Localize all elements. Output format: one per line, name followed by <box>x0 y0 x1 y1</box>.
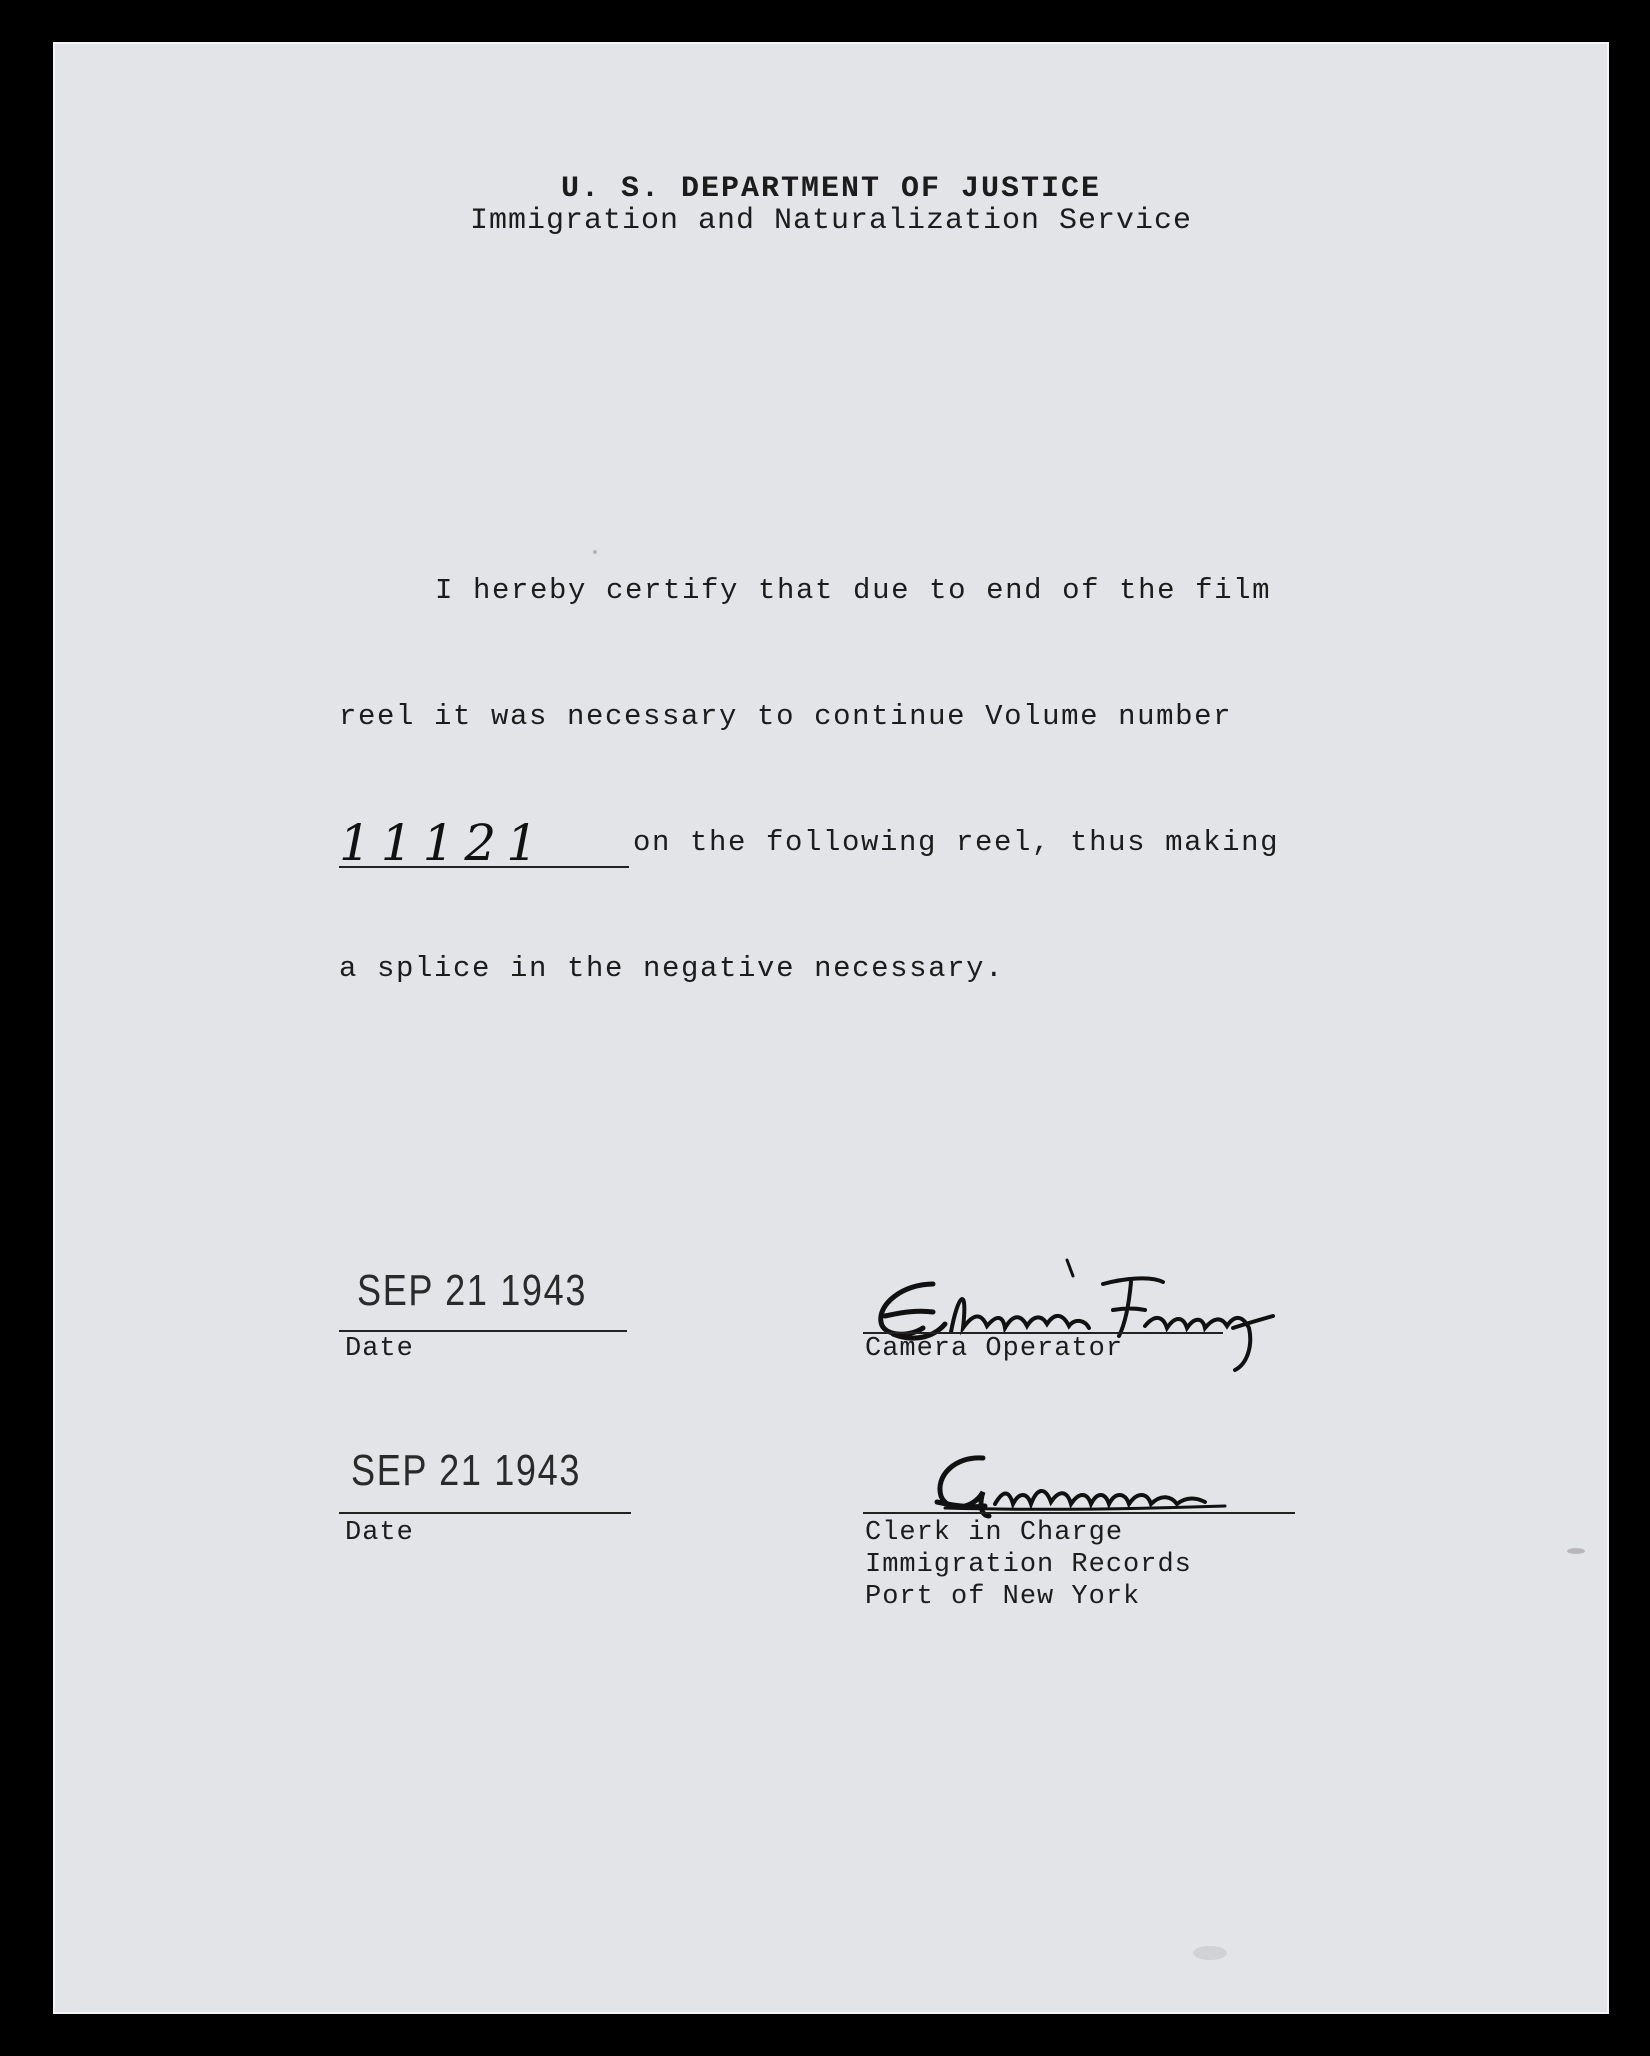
scan-speck <box>593 550 597 554</box>
service-heading: Immigration and Naturalization Service <box>469 204 1193 238</box>
certificate-line-1: I hereby certify that due to end of the film <box>435 574 1272 607</box>
clerk-location: Port of New York <box>865 1582 1141 1612</box>
certificate-line-3: on the following reel, thus making <box>633 826 1280 859</box>
date-label-1: Date <box>345 1334 414 1364</box>
camera-operator-label: Camera Operator <box>865 1334 1124 1364</box>
document-sheet <box>53 42 1609 2014</box>
clerk-title: Clerk in Charge <box>865 1518 1124 1548</box>
agency-heading: U. S. DEPARTMENT OF JUSTICE <box>560 172 1102 206</box>
clerk-signature <box>925 1446 1285 1526</box>
certificate-line-2: reel it was necessary to continue Volume number <box>339 700 1233 733</box>
date-stamp-1: SEP 21 1943 <box>357 1266 588 1315</box>
volume-number-handwritten: 11121 <box>339 814 549 872</box>
date-line-2 <box>339 1512 631 1514</box>
date-label-2: Date <box>345 1518 414 1548</box>
clerk-department: Immigration Records <box>865 1550 1192 1580</box>
certificate-line-4: a splice in the negative necessary. <box>339 952 1005 985</box>
date-stamp-2: SEP 21 1943 <box>351 1446 582 1495</box>
scan-speck <box>1193 1946 1227 1960</box>
volume-number-underline <box>339 866 629 868</box>
scan-speck <box>1567 1548 1585 1554</box>
clerk-line <box>863 1512 1295 1514</box>
date-line-1 <box>339 1330 627 1332</box>
